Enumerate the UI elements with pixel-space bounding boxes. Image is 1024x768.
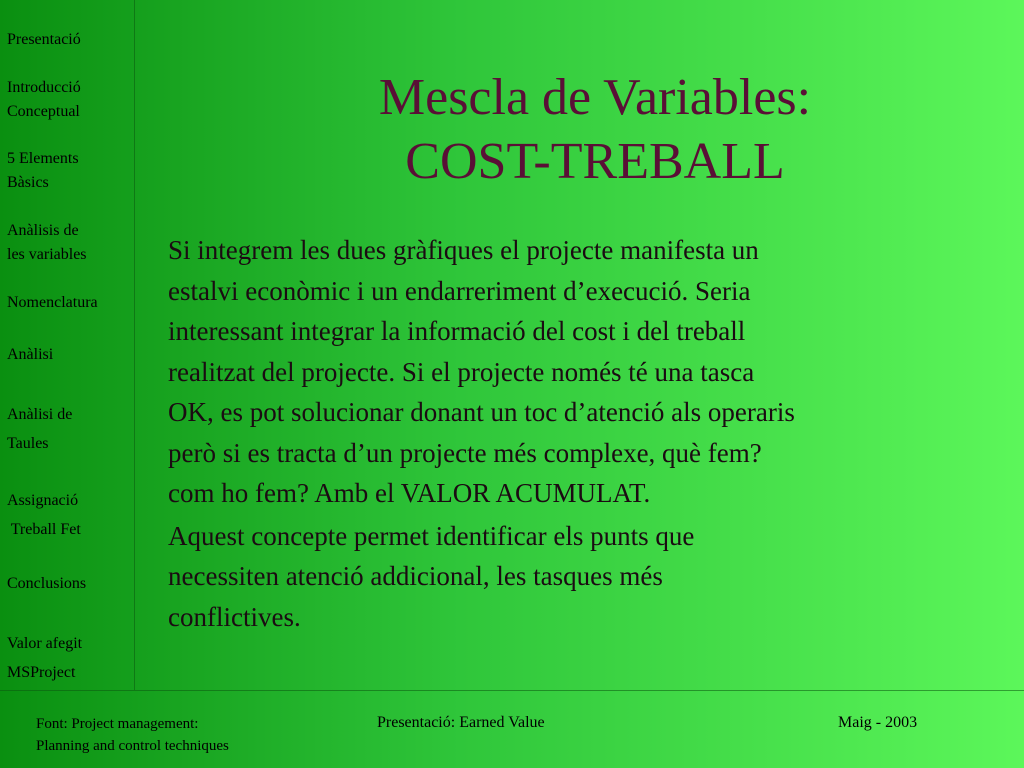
nav-item-label: Taules <box>7 435 49 452</box>
nav-item-analisi-taules[interactable] <box>7 400 72 458</box>
nav-item-label: Assignació <box>7 492 79 509</box>
body-line: necessiten atenció addicional, les tasques més <box>168 561 663 591</box>
slide-title-line-1: Mescla de Variables: <box>378 69 812 126</box>
nav-item-label: Presentació <box>7 31 81 48</box>
nav-item-label: Conceptual <box>7 103 80 120</box>
nav-item-label: Conclusions <box>7 575 87 592</box>
nav-item-label: Treball Fet <box>7 521 81 538</box>
body-line: Si integrem les dues gràfiques el projecte manifesta un <box>168 235 759 265</box>
body-line: Aquest concepte permet identificar els punts que <box>168 520 695 551</box>
body-line: realitzat del projecte. Si el projecte només té una tasca <box>168 356 755 387</box>
nav-item-nomenclatura[interactable] <box>7 291 98 315</box>
footer-date: Maig - 2003 <box>838 714 918 731</box>
nav-item-label: Anàlisis de <box>7 222 79 239</box>
nav-item-label: Anàlisi de <box>7 406 73 423</box>
body-line: OK, es pot solucionar donant un toc d’atenció als operaris <box>168 397 795 427</box>
footer-source-line-2: Planning and control techniques <box>36 738 229 754</box>
nav-item-label: Nomenclatura <box>7 294 98 311</box>
slide-body <box>168 230 968 639</box>
slide-title <box>280 66 910 194</box>
footer-divider <box>0 690 1024 691</box>
body-paragraph-2 <box>168 516 968 638</box>
nav-item-label: Bàsics <box>7 174 49 191</box>
body-line: conflictives. <box>168 601 301 632</box>
body-paragraph-1 <box>168 230 968 514</box>
nav-item-label: Anàlisi <box>7 346 54 363</box>
nav-item-assignacio-treball-fet[interactable] <box>7 486 81 544</box>
nav-item-label: MSProject <box>7 664 76 681</box>
nav-item-label: Valor afegit <box>7 635 83 652</box>
body-line: com ho fem? Amb el VALOR ACUMULAT. <box>168 478 651 508</box>
sidebar-divider <box>134 0 135 690</box>
nav-item-valor-afegit-msproject[interactable] <box>7 629 82 687</box>
footer-presentation-title: Presentació: Earned Value <box>377 714 545 731</box>
nav-item-label: les variables <box>7 246 87 263</box>
nav-item-introduccio-conceptual[interactable] <box>7 76 81 124</box>
body-line: interessant integrar la informació del cost i del treball <box>168 316 746 346</box>
nav-item-analisis-variables[interactable] <box>7 219 87 267</box>
body-line: però si es tracta d’un projecte més complexe, què fem? <box>168 437 762 468</box>
nav-item-5-elements-basics[interactable] <box>7 147 79 195</box>
nav-item-label: 5 Elements <box>7 150 79 167</box>
nav-item-conclusions[interactable] <box>7 572 86 596</box>
nav-item-analisi[interactable] <box>7 343 53 367</box>
footer-source-line-1: Font: Project management: <box>36 716 199 732</box>
nav-item-label: Introducció <box>7 79 81 96</box>
body-line: estalvi econòmic i un endarreriment d’execució. Seria <box>168 275 751 306</box>
footer-source <box>36 713 229 757</box>
nav-item-presentacio[interactable] <box>7 28 81 52</box>
slide-title-line-2: COST-TREBALL <box>405 133 785 190</box>
